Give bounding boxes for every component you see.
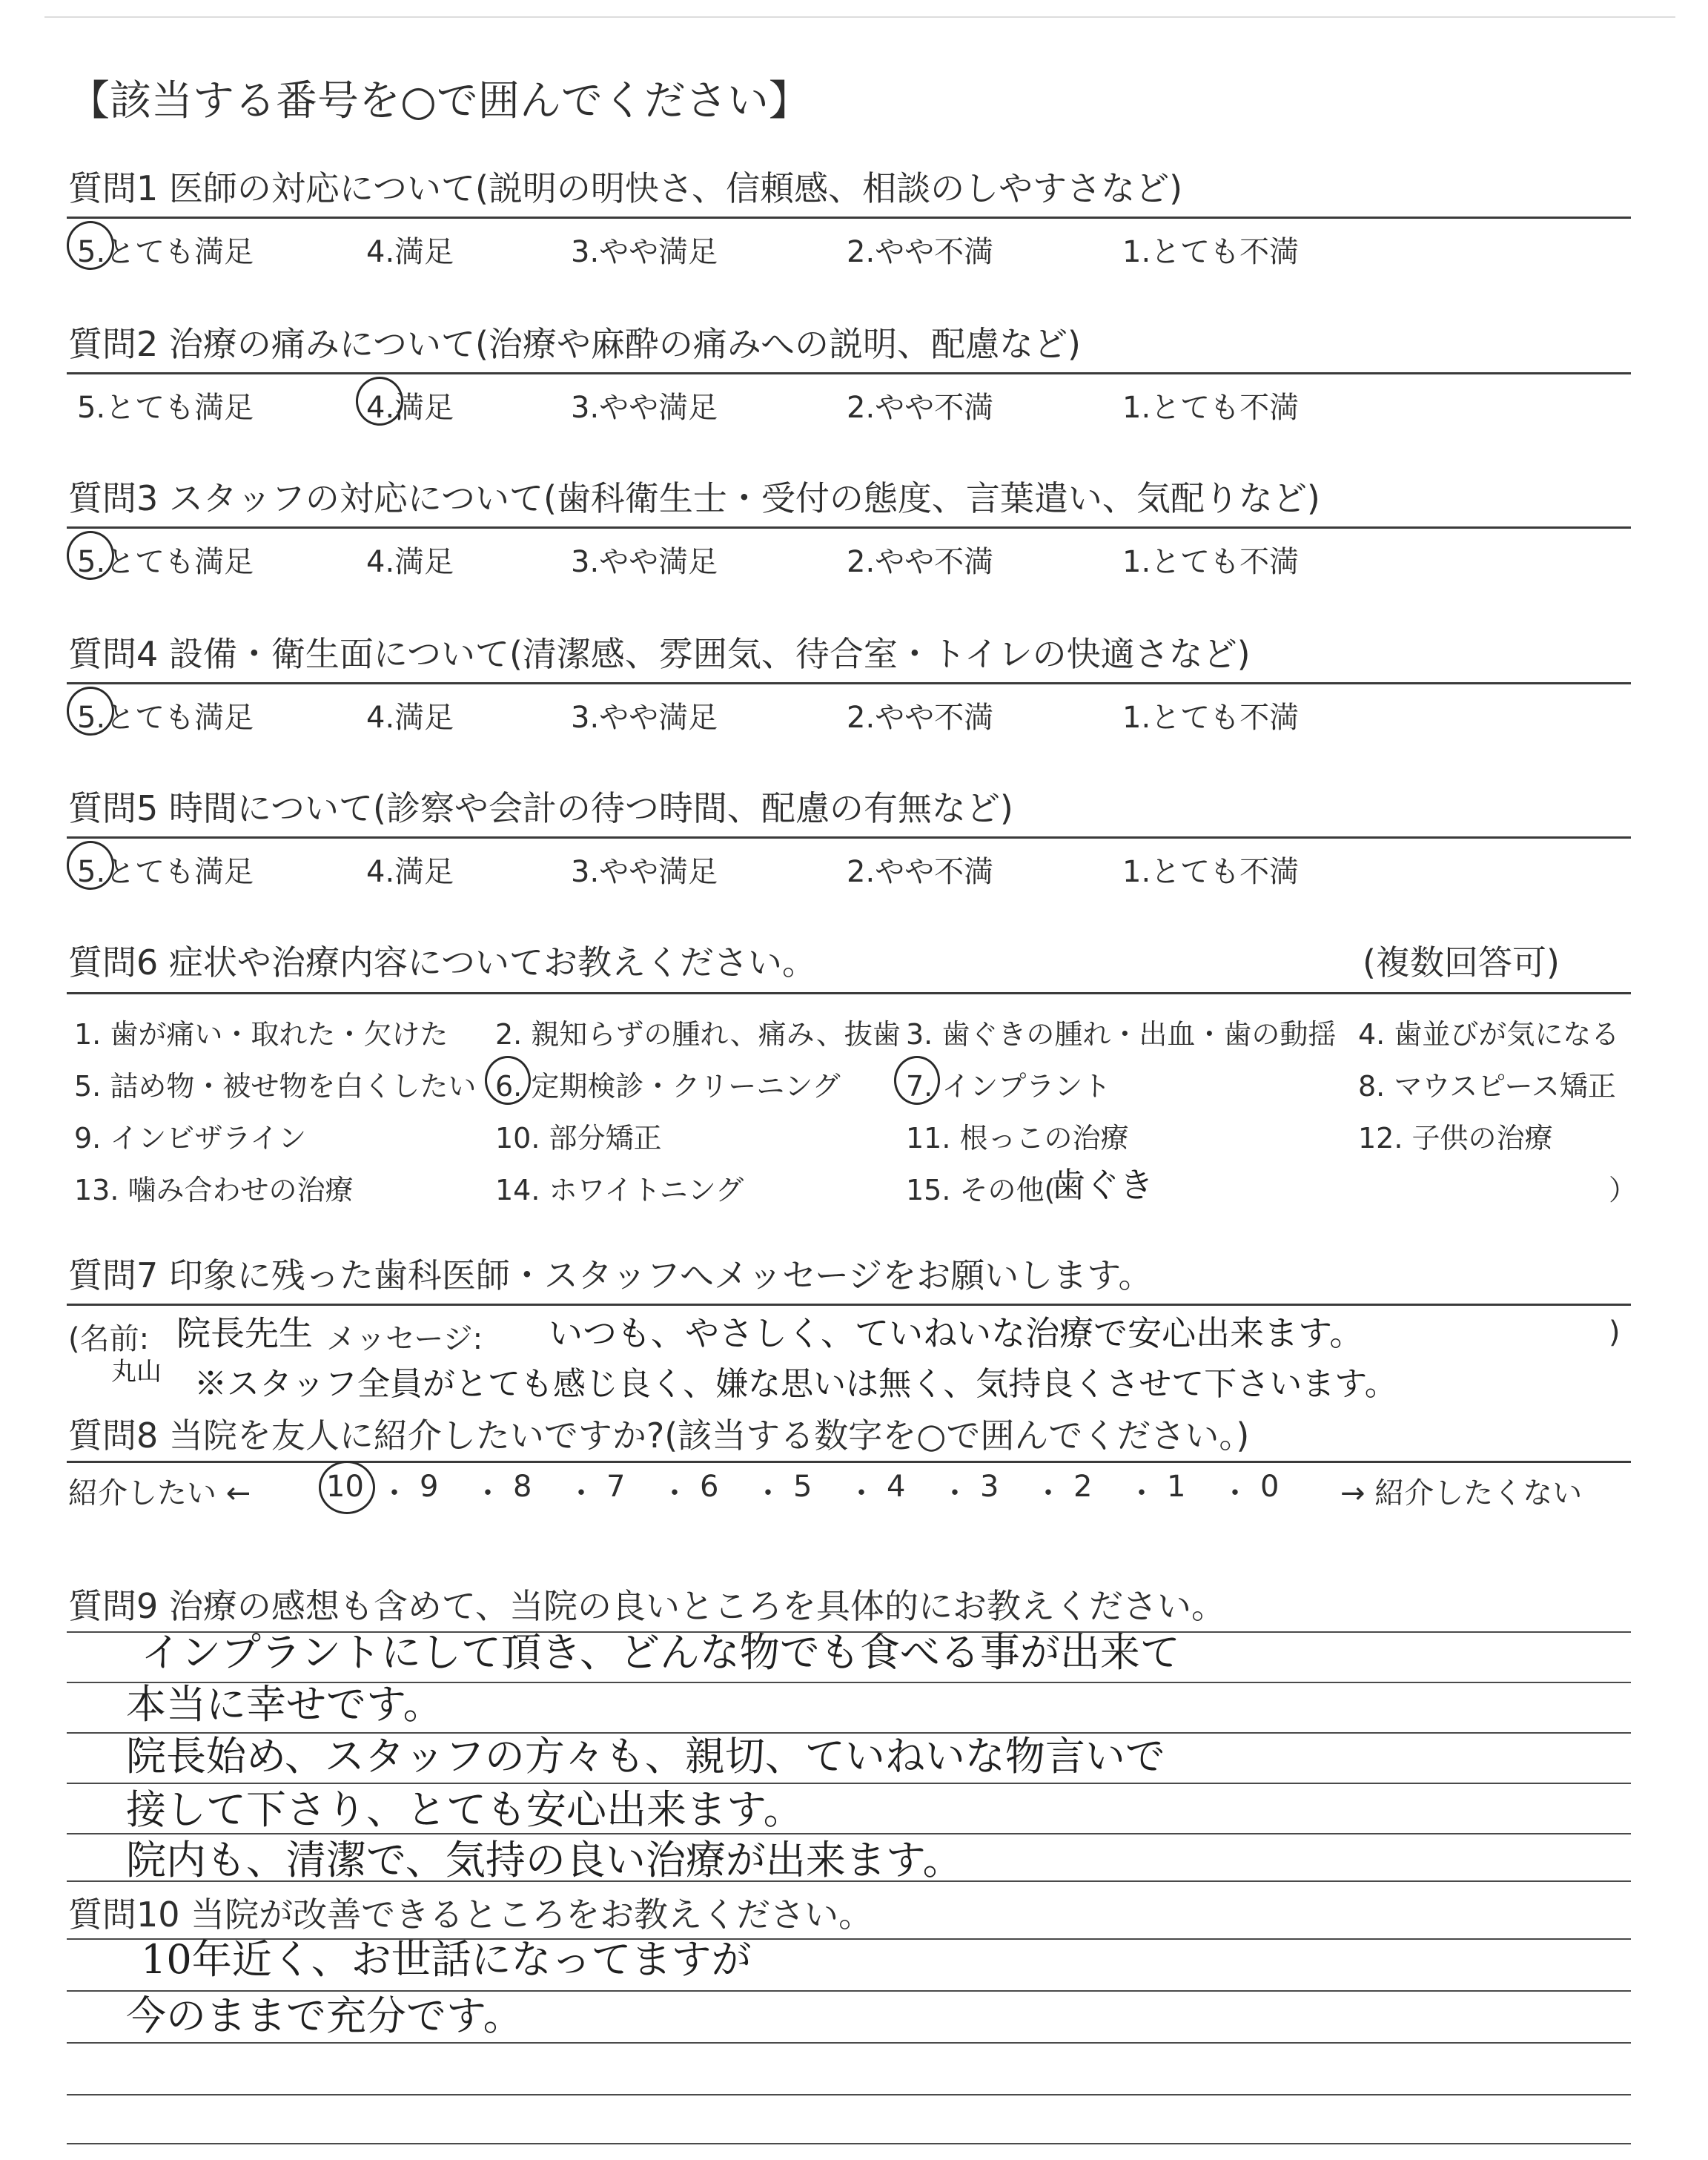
option-label: 満足 xyxy=(394,545,454,579)
q7-message-handwriting: いつも、やさしく、ていねいな治療で安心出来ます。 xyxy=(549,1313,1364,1353)
q9-handwritten-line-5: 院内も、清潔で、気持の良い治療が出来ます。 xyxy=(126,1837,963,1883)
option-label: とても満足 xyxy=(105,545,254,579)
q8-separator-dot: ・ xyxy=(847,1476,876,1510)
q3-rule xyxy=(67,526,1631,529)
scan-edge-line xyxy=(44,16,1675,18)
q8-title: 質問8 当院を友人に紹介したいですか?(該当する数字を○で囲んでください。) xyxy=(68,1416,1250,1456)
q8-number-7[interactable]: 7 xyxy=(606,1470,626,1504)
q6-item-11[interactable]: 11. 根っこの治療 xyxy=(906,1122,1129,1155)
q8-selection-circle xyxy=(319,1461,375,1514)
q6-selection-circle-6 xyxy=(485,1056,531,1105)
q4-option-4[interactable] xyxy=(366,694,454,736)
q6-item-12[interactable]: 12. 子供の治療 xyxy=(1358,1122,1553,1155)
q2-option-2[interactable] xyxy=(847,384,993,426)
q8-number-10[interactable]: 10 xyxy=(326,1470,364,1504)
q1-option-4[interactable] xyxy=(366,228,454,271)
option-code: 3. xyxy=(571,235,600,269)
q8-rule xyxy=(67,1461,1631,1463)
option-code: 2. xyxy=(847,701,875,735)
q6-other-close-paren: ） xyxy=(1609,1174,1638,1206)
q4-rule xyxy=(67,682,1631,684)
option-code: 3. xyxy=(571,545,600,579)
q2-option-5[interactable] xyxy=(77,384,254,426)
q6-item-7[interactable]: 7. インプラント xyxy=(906,1070,1111,1103)
q8-number-3[interactable]: 3 xyxy=(980,1470,999,1504)
option-code: 2. xyxy=(847,235,875,269)
option-code: 1. xyxy=(1122,391,1151,425)
q6-note: (複数回答可) xyxy=(1363,942,1560,982)
q8-number-4[interactable]: 4 xyxy=(887,1470,906,1504)
option-code: 3. xyxy=(571,855,600,889)
q3-title: 質問3 スタッフの対応について(歯科衛生士・受付の態度、言葉遣い、気配りなど) xyxy=(68,478,1320,518)
q7-name-note-handwriting: 丸山 xyxy=(111,1357,162,1387)
q9-handwritten-line-3: 院長始め、スタッフの方々も、親切、ていねいな物言いで xyxy=(126,1733,1165,1780)
q1-option-3[interactable] xyxy=(571,228,718,271)
option-label: とても不満 xyxy=(1151,701,1300,735)
option-code: 5. xyxy=(77,391,106,425)
q4-selection-circle xyxy=(67,687,114,736)
q8-separator-dot: ・ xyxy=(940,1476,970,1510)
q2-option-3[interactable] xyxy=(571,384,718,426)
q1-title: 質問1 医師の対応について(説明の明快さ、信頼感、相談のしやすさなど) xyxy=(68,168,1183,208)
q7-message-label: メッセージ: xyxy=(326,1322,483,1356)
q2-selection-circle xyxy=(356,377,403,426)
q3-option-2[interactable] xyxy=(847,538,993,581)
q8-number-9[interactable]: 9 xyxy=(420,1470,439,1504)
option-label: とても満足 xyxy=(105,235,254,269)
option-code: 2. xyxy=(847,391,875,425)
q8-separator-dot: ・ xyxy=(753,1476,783,1510)
q1-option-1[interactable] xyxy=(1122,228,1299,271)
option-code: 1. xyxy=(1122,545,1151,579)
q8-separator-dot: ・ xyxy=(566,1476,596,1510)
q10-writing-line xyxy=(67,2042,1631,2044)
q6-other-handwriting: 歯ぐき xyxy=(1051,1165,1153,1205)
option-label: やや不満 xyxy=(875,701,994,735)
q5-option-4[interactable] xyxy=(366,848,454,891)
option-code: 4. xyxy=(366,701,395,735)
option-code: 3. xyxy=(571,391,600,425)
q9-handwritten-line-1: インプラントにして頂き、どんな物でも食べる事が出来て xyxy=(141,1629,1180,1676)
q6-title: 質問6 症状や治療内容についてお教えください。 xyxy=(68,942,816,982)
option-label: とても不満 xyxy=(1151,391,1300,425)
option-label: 満足 xyxy=(394,701,454,735)
option-code: 3. xyxy=(571,701,600,735)
q3-option-3[interactable] xyxy=(571,538,718,581)
q8-separator-dot: ・ xyxy=(1033,1476,1063,1510)
option-label: 満足 xyxy=(394,235,454,269)
option-label: とても満足 xyxy=(105,391,254,425)
option-label: やや不満 xyxy=(875,545,994,579)
q10-writing-line xyxy=(67,2143,1631,2144)
option-label: 満足 xyxy=(394,391,454,425)
q4-title: 質問4 設備・衛生面について(清潔感、雰囲気、待合室・トイレの快適さなど) xyxy=(68,634,1251,674)
option-code: 4. xyxy=(366,391,395,425)
q7-rule xyxy=(67,1304,1631,1306)
q5-title: 質問5 時間について(診察や会計の待つ時間、配慮の有無など) xyxy=(68,788,1013,828)
option-label: やや不満 xyxy=(875,391,994,425)
q7-name-prefix: (名前: xyxy=(68,1322,150,1356)
option-label: やや満足 xyxy=(599,545,718,579)
q6-rule xyxy=(67,992,1631,994)
q8-separator-dot: ・ xyxy=(473,1476,503,1510)
q5-option-2[interactable] xyxy=(847,848,993,891)
q8-number-6[interactable]: 6 xyxy=(700,1470,719,1504)
page-heading: 【該当する番号を○で囲んでください】 xyxy=(68,77,810,125)
q1-rule xyxy=(67,217,1631,219)
option-label: 満足 xyxy=(394,855,454,889)
q10-handwritten-line-2: 今のままで充分です。 xyxy=(126,1992,523,2039)
option-label: やや不満 xyxy=(875,855,994,889)
option-code: 1. xyxy=(1122,235,1151,269)
q2-rule xyxy=(67,372,1631,374)
q6-item-13[interactable]: 13. 噛み合わせの治療 xyxy=(74,1174,354,1206)
option-code: 2. xyxy=(847,545,875,579)
q8-separator-dot: ・ xyxy=(380,1476,409,1510)
option-label: やや満足 xyxy=(599,235,718,269)
q6-selection-circle-7 xyxy=(894,1056,940,1105)
q8-right-label: → 紹介したくない xyxy=(1340,1476,1583,1510)
q6-item-2[interactable]: 2. 親知らずの腫れ、痛み、抜歯 xyxy=(495,1018,901,1051)
q6-item-3[interactable]: 3. 歯ぐきの腫れ・出血・歯の動揺 xyxy=(906,1018,1337,1051)
q3-option-1[interactable] xyxy=(1122,538,1299,581)
q8-number-5[interactable]: 5 xyxy=(793,1470,812,1504)
q5-rule xyxy=(67,836,1631,839)
q8-number-1[interactable]: 1 xyxy=(1167,1470,1186,1504)
q4-option-3[interactable] xyxy=(571,694,718,736)
option-label: とても不満 xyxy=(1151,855,1300,889)
option-label: やや満足 xyxy=(599,855,718,889)
q6-item-8[interactable]: 8. マウスピース矯正 xyxy=(1358,1070,1616,1103)
q7-message2-handwriting: ※スタッフ全員がとても感じ良く、嫌な思いは無く、気持良くさせて下さいます。 xyxy=(194,1365,1397,1403)
q7-title: 質問7 印象に残った歯科医師・スタッフへメッセージをお願いします。 xyxy=(68,1255,1153,1295)
q1-option-2[interactable] xyxy=(847,228,993,271)
q8-number-0[interactable]: 0 xyxy=(1260,1470,1280,1504)
q6-item-9[interactable]: 9. インビザライン xyxy=(74,1122,307,1155)
q7-name-handwriting: 院長先生 xyxy=(176,1313,313,1353)
option-label: やや満足 xyxy=(599,701,718,735)
option-label: とても不満 xyxy=(1151,235,1300,269)
q2-option-1[interactable] xyxy=(1122,384,1299,426)
q9-handwritten-line-2: 本当に幸せです。 xyxy=(126,1681,443,1728)
option-code: 1. xyxy=(1122,701,1151,735)
option-code: 1. xyxy=(1122,855,1151,889)
option-label: やや満足 xyxy=(599,391,718,425)
option-code: 5. xyxy=(77,235,106,269)
option-label: やや不満 xyxy=(875,235,994,269)
option-code: 2. xyxy=(847,855,875,889)
q10-handwritten-line-1: 10年近く、お世話になってますが xyxy=(141,1936,752,1983)
q1-selection-circle xyxy=(67,221,114,270)
q2-title: 質問2 治療の痛みについて(治療や麻酔の痛みへの説明、配慮など) xyxy=(68,324,1081,364)
q3-option-4[interactable] xyxy=(366,538,454,581)
q10-writing-line xyxy=(67,2094,1631,2095)
q6-item-15[interactable]: 15. その他( xyxy=(906,1174,1056,1206)
q5-option-3[interactable] xyxy=(571,848,718,891)
q6-item-14[interactable]: 14. ホワイトニング xyxy=(495,1174,744,1206)
q8-separator-dot: ・ xyxy=(1127,1476,1156,1510)
q6-item-1[interactable]: 1. 歯が痛い・取れた・欠けた xyxy=(74,1018,448,1051)
q5-option-1[interactable] xyxy=(1122,848,1299,891)
option-label: とても満足 xyxy=(105,855,254,889)
q8-separator-dot: ・ xyxy=(660,1476,689,1510)
q6-item-6[interactable]: 6. 定期検診・クリーニング xyxy=(495,1070,841,1103)
option-code: 4. xyxy=(366,235,395,269)
option-code: 5. xyxy=(77,701,106,735)
q6-item-10[interactable]: 10. 部分矯正 xyxy=(495,1122,662,1155)
q8-left-label: 紹介したい ← xyxy=(68,1476,251,1510)
q10-title: 質問10 当院が改善できるところをお教えください。 xyxy=(68,1895,873,1935)
q9-title: 質問9 治療の感想も含めて、当院の良いところを具体的にお教えください。 xyxy=(68,1586,1225,1626)
option-label: とても満足 xyxy=(105,701,254,735)
q3-selection-circle xyxy=(67,531,114,580)
q7-close-paren: ) xyxy=(1609,1315,1621,1350)
q5-selection-circle xyxy=(67,841,114,890)
option-code: 4. xyxy=(366,855,395,889)
q9-handwritten-line-4: 接して下さり、とても安心出来ます。 xyxy=(126,1786,804,1833)
q4-option-1[interactable] xyxy=(1122,694,1299,736)
q6-item-5[interactable]: 5. 詰め物・被せ物を白くしたい xyxy=(74,1070,477,1103)
option-code: 5. xyxy=(77,855,106,889)
q4-option-2[interactable] xyxy=(847,694,993,736)
option-code: 5. xyxy=(77,545,106,579)
q8-separator-dot: ・ xyxy=(1220,1476,1250,1510)
q8-number-2[interactable]: 2 xyxy=(1073,1470,1093,1504)
q8-number-8[interactable]: 8 xyxy=(513,1470,532,1504)
q6-item-4[interactable]: 4. 歯並びが気になる xyxy=(1358,1018,1620,1051)
option-code: 4. xyxy=(366,545,395,579)
option-label: とても不満 xyxy=(1151,545,1300,579)
